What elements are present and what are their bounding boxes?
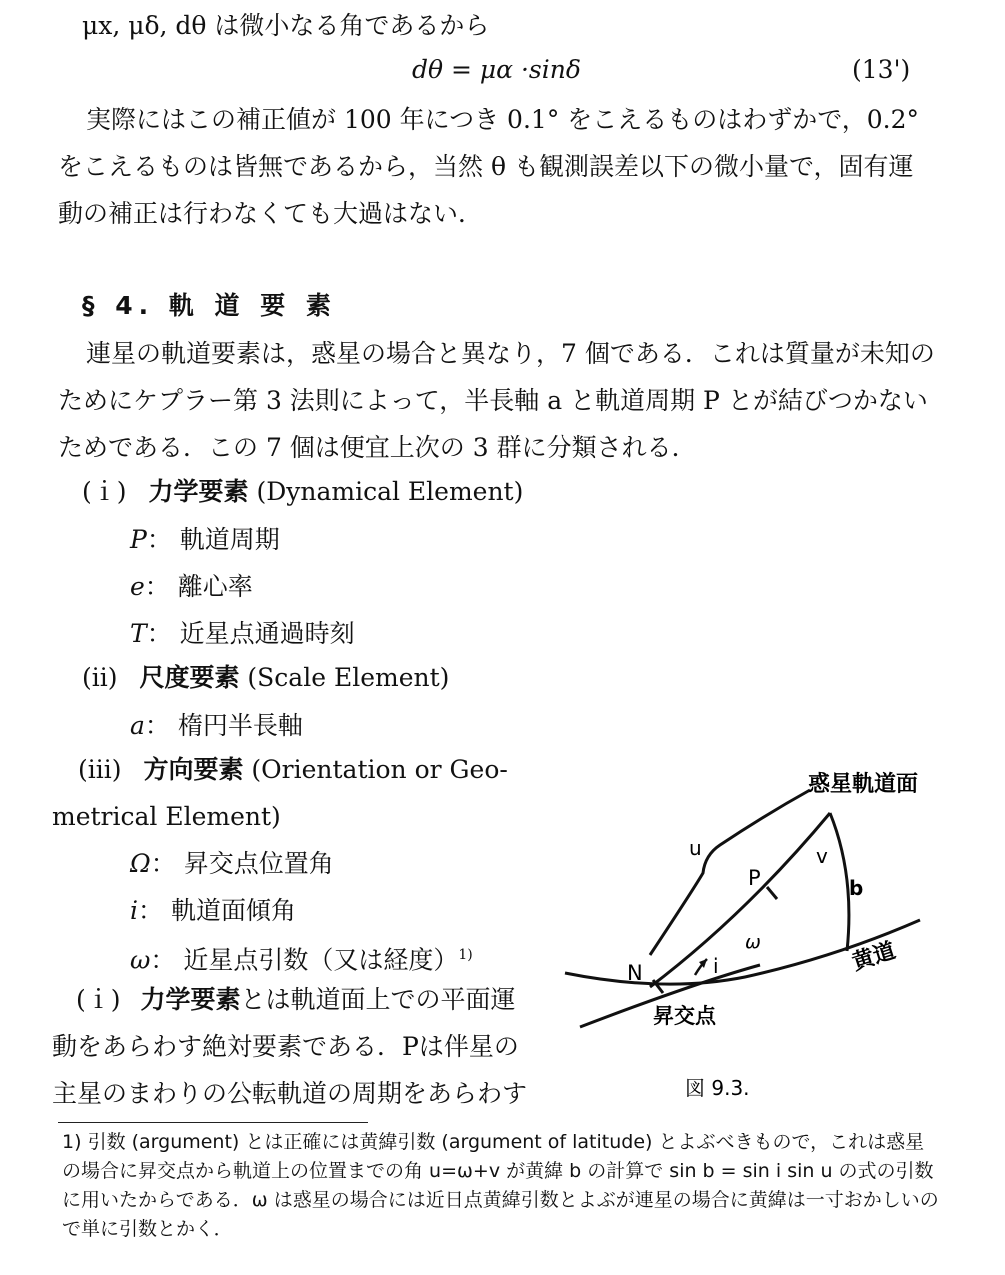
group-english-cont: metrical Element) (52, 802, 281, 831)
group-index: (ii) (82, 663, 118, 692)
group-name: 尺度要素 (139, 663, 240, 692)
figure-orbit-diagram (555, 765, 945, 1105)
label-orbit-plane: 惑星軌道面 (808, 772, 919, 797)
element-item: T： 近星点通過時刻 (130, 619, 355, 648)
star-position-mark (767, 887, 777, 899)
footnote-text: 引数 (argument) とは正確には黄緯引数 (argument of latitude) とよぶべきもので，これは惑星の場合に昇交点から軌道上の位置までの角 u=ω+v が黄緯 b の計算で sin b = sin i sin u の式の引数に用いたからである．ω は惑星の場合には近日点黄緯引数とよぶが連星の場合に黄緯は一寸おかしいので単に引数とかく． (62, 1131, 939, 1240)
label-ecliptic: 黄道 (849, 938, 899, 976)
group-orientation (78, 746, 508, 793)
group-dynamical (82, 468, 523, 515)
element-item: a： 楕円半長軸 (130, 711, 303, 740)
label-b: b (849, 876, 864, 900)
element-item: Ω： 昇交点位置角 (130, 849, 334, 878)
element-item: ω： 近星点引数（又は経度）$^{1)}$ (130, 945, 473, 975)
label-v: v (816, 844, 828, 868)
closing-paragraph: (ｉ) 力学要素とは軌道面上での平面運動をあらわす絶対要素である．Pは伴星の主星のまわりの公転軌道の周期をあらわす (52, 985, 528, 1108)
footnote-mark: 1) (62, 1131, 82, 1153)
section-paragraph: 連星の軌道要素は，惑星の場合と異なり，7 個である．これは質量が未知のためにケプラー第 3 法則によって，半長軸 a と軌道周期 P とが結びつかないためである．この 7 個は便宜上次の 3 群に分類される． (58, 339, 935, 462)
footnote (62, 1128, 942, 1244)
label-p: P (748, 866, 761, 890)
group-english: (Dynamical Element) (256, 477, 524, 506)
group-english: (Orientation or Geo- (251, 755, 508, 784)
section-heading: § 4. 軌 道 要 素 (82, 291, 337, 320)
label-i: i (713, 954, 719, 978)
figure-caption: 図 9.3. (685, 1076, 750, 1100)
group-english: (Scale Element) (247, 663, 450, 692)
footnote-ref: 1) (458, 947, 473, 963)
latitude-arc (830, 813, 849, 951)
u-brace (650, 790, 810, 955)
label-ascending-node: 昇交点 (653, 1004, 716, 1028)
intro-line: μx, μδ, dθ は微小なる角であるから (82, 11, 490, 40)
group-scale (82, 654, 449, 701)
footnote-rule (58, 1122, 368, 1123)
element-item: e： 離心率 (130, 572, 253, 601)
group-name: 方向要素 (143, 755, 244, 784)
label-n: N (627, 961, 643, 985)
label-omega: ω (745, 931, 761, 953)
label-u: u (689, 836, 702, 860)
equation-number: (13') (852, 55, 911, 84)
equation: dθ = μα ·sinδ (412, 55, 581, 84)
element-item: i： 軌道面傾角 (130, 896, 296, 925)
group-name: 力学要素 (148, 477, 249, 506)
group-index: (iii) (78, 755, 122, 784)
element-item: P： 軌道周期 (130, 525, 280, 554)
intro-paragraph: 実際にはこの補正値が 100 年につき 0.1° をこえるものはわずかで，0.2° をこえるものは皆無であるから，当然 θ も観測誤差以下の微小量で，固有運動の補正は行わなくても大過はない． (58, 105, 920, 228)
group-index: (ｉ) (82, 477, 127, 506)
